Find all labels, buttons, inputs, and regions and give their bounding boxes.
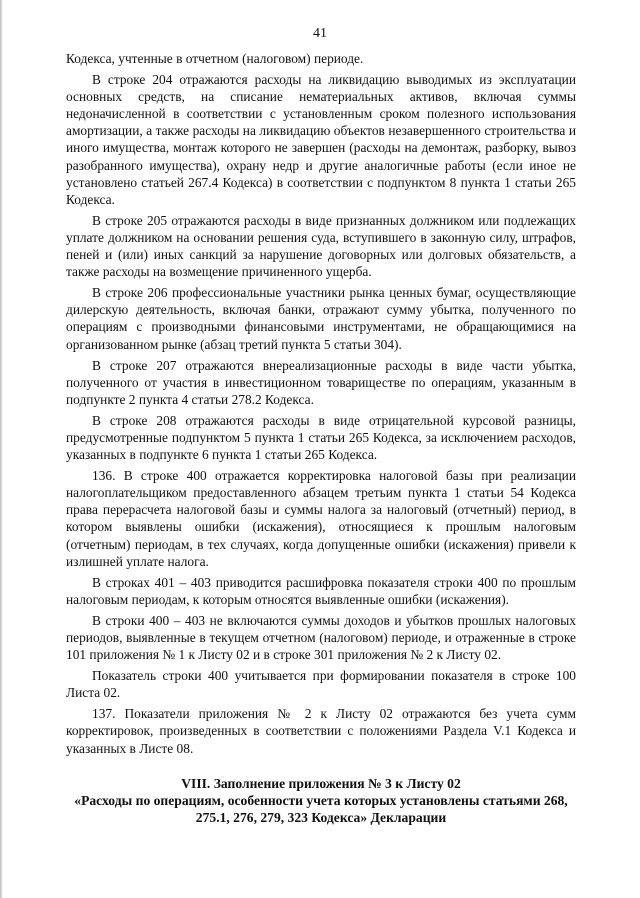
section-heading-line-2: «Расходы по операциям, особенности учета которых установлены статьями 268, 275.1, 276, 279, 323 Кодекса» Декларации (74, 792, 568, 825)
paragraph-line-204: В строке 204 отражаются расходы на ликвидацию выводимых из эксплуатации основных средств, на списание нематериальных активов, включая суммы недоначисленной в соответствии с установленным сроком полезного использования амортизации, а также расходы на ликвидацию объектов незавершенного строительства и иного имущества, монтаж которого не завершен (расходы на демонтаж, разборку, вывоз разобранного имущества), охрану недр и другие аналогичные работы (если иное не установлено статьей 267.4 Кодекса) в соответствии с подпунктом 8 пункта 1 статьи 265 Кодекса. (66, 72, 576, 207)
section-heading-line-1: VIII. Заполнение приложения № 3 к Листу 02 (181, 775, 461, 791)
paragraph-item-137: 137. Показатели приложения № 2 к Листу 02 отражаются без учета сумм корректировок, произведенных в соответствии с положениями Раздела V.1 Кодекса и указанных в Листе 08. (66, 706, 576, 756)
paragraph-line-208: В строке 208 отражаются расходы в виде отрицательной курсовой разницы, предусмотренные подпунктом 5 пункта 1 статьи 265 Кодекса, за исключением расходов, указанных в подпункте 6 пункта 1 статьи 265 Кодекса. (66, 412, 576, 463)
paragraph-line-205: В строке 205 отражаются расходы в виде признанных должником или подлежащих уплате должником на основании решения суда, вступившего в законную силу, штрафов, пеней и (или) иных санкций за нарушение договорных или долговых обязательств, а также расходы на возмещение причиненного ущерба. (66, 212, 576, 280)
scan-edge-shadow (0, 0, 3, 898)
paragraph-line-206: В строке 206 профессиональные участники рынка ценных бумаг, осуществляющие дилерскую деятельность, включая банки, отражают сумму убытка, полученного по операциям с производными финансовыми инструментами, не обращающимися на организованном рынке (абзац третий пункта 5 статьи 304). (66, 285, 576, 352)
paragraph-line-207: В строке 207 отражаются внереализационные расходы в виде части убытка, полученного от участия в инвестиционном товариществе по операциям, указанным в подпункте 2 пункта 4 статьи 278.2 Кодекса. (66, 357, 576, 407)
paragraph-line-400-usage: Показатель строки 400 учитывается при формировании показателя в строке 100 Листа 02. (66, 668, 576, 701)
paragraph-continuation: Кодекса, учтенные в отчетном (налоговом) периоде. (66, 51, 364, 66)
page-number: 41 (313, 26, 327, 41)
document-body (66, 50, 576, 826)
paragraph-lines-401-403: В строках 401 – 403 приводится расшифровка показателя строки 400 по прошлым налоговым периодам, к которым относятся выявленные ошибки (искажения). (66, 574, 576, 607)
section-heading (66, 775, 576, 826)
paragraph-item-136: 136. В строке 400 отражается корректировка налоговой базы при реализации налогоплательщиком предоставленного абзацем третьим пункта 1 статьи 54 Кодекса права перерасчета налоговой базы и суммы налога за налоговый (отчетный) период, в котором выявлены ошибки (искажения), относящиеся к прошлым налоговым (отчетным) периодам, в тех случаях, когда допущенные ошибки (искажения) привели к излишней уплате налога. (66, 468, 576, 569)
paragraph-lines-400-403-exclusion: В строки 400 – 403 не включаются суммы доходов и убытков прошлых налоговых периодов, выявленные в текущем отчетном (налоговом) периоде, и отраженные в строке 101 приложения № 1 к Листу 02 и в строке 301 приложения № 2 к Листу 02. (66, 612, 576, 663)
